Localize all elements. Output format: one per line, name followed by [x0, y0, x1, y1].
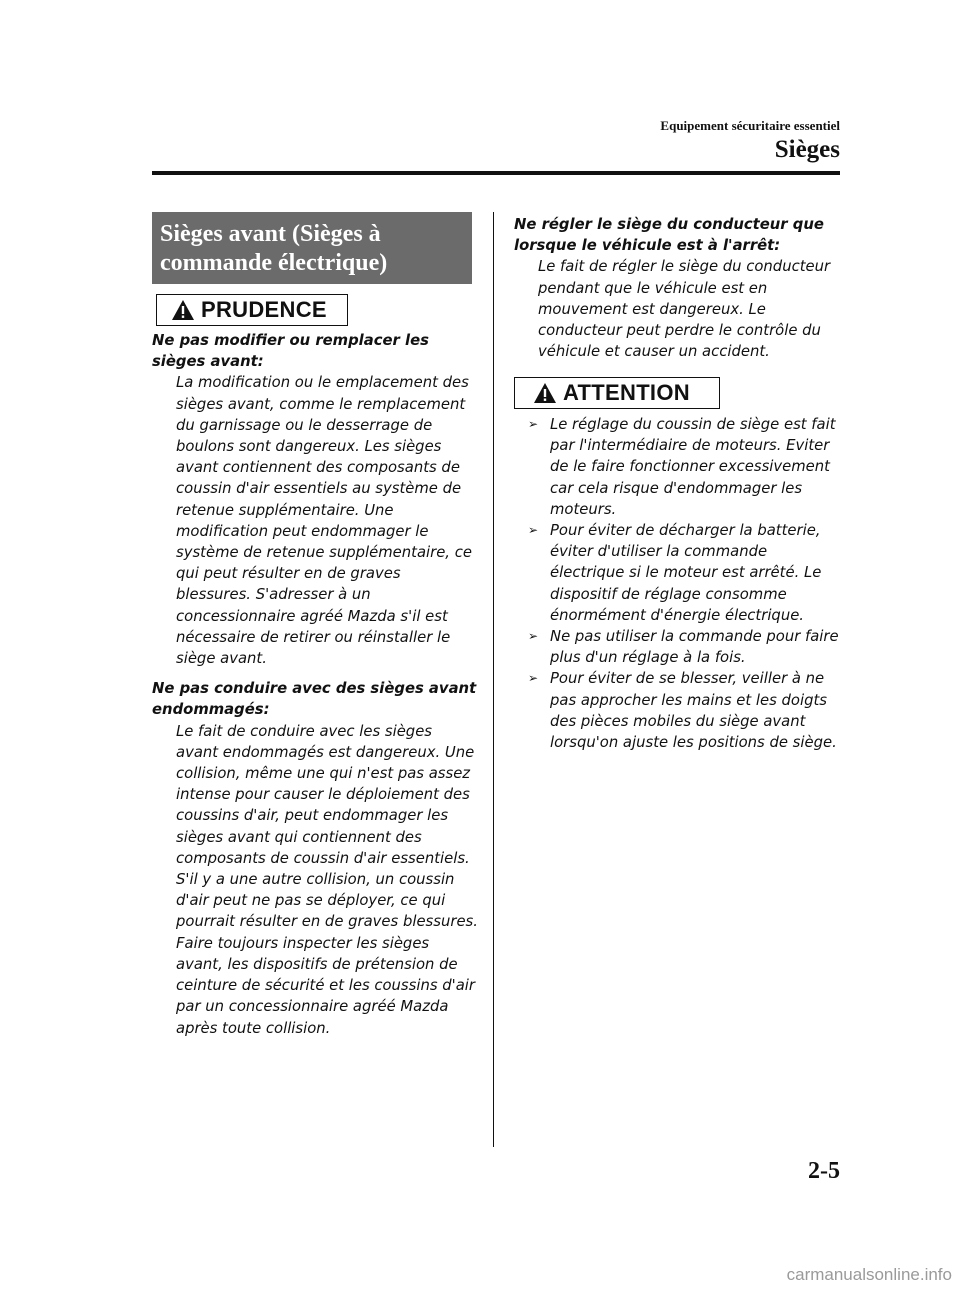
prudence-badge — [156, 294, 348, 326]
section-title-line1: Sièges avant (Sièges à — [160, 221, 381, 247]
list-item: ➢ Pour éviter de se blesser, veiller à ne pas approcher les mains et les doigts des pièces mobiles du siège avant lorsqu'on ajuste les positions de siège. — [528, 668, 844, 753]
attention-label: ATTENTION — [563, 380, 690, 405]
column-divider — [493, 212, 494, 1147]
prudence-label: PRUDENCE — [201, 297, 327, 322]
list-item: ➢ Le réglage du coussin de siège est fait par l'intermédiaire de moteurs. Eviter de le faire fonctionner excessivement car cela risque d'endommager les moteurs. — [528, 414, 844, 520]
page-number: 2-5 — [808, 1158, 840, 1184]
section-title-line2: commande électrique) — [160, 250, 388, 276]
caution-body: La modification ou le emplacement des sièges avant, comme le remplacement du garnissage ou le desserrage de boulons sont dangereux. Les sièges avant contiennent des composants de coussin d'air essentiels au système de retenue supplémentaire. Une modification peut endommager le système de retenue supplémentaire, ce qui peut résulter en de graves blessures. S'adresser à un concessionnaire agréé Mazda s'il est nécessaire de retirer ou réinstaller le siège avant. — [176, 374, 472, 668]
left-column — [152, 330, 478, 1048]
right-column — [514, 214, 842, 371]
running-header-subtitle: Equipement sécuritaire essentiel — [660, 118, 840, 133]
attention-badge — [514, 377, 720, 409]
list-item: ➢ Pour éviter de décharger la batterie, éviter d'utiliser la commande électrique si le moteur est arrêté. Le dispositif de réglage consomme énormément d'énergie électrique. — [528, 520, 844, 626]
caution-heading: Ne régler le siège du conducteur que lorsque le véhicule est à l'arrêt: — [514, 216, 824, 255]
warning-triangle-icon — [171, 299, 195, 321]
header-rule — [152, 171, 840, 175]
caution-heading: Ne pas conduire avec des sièges avant endommagés: — [152, 680, 477, 719]
caution-heading: Ne pas modifier ou remplacer les sièges avant: — [152, 332, 429, 371]
caution-body: Le fait de conduire avec les sièges avant endommagés est dangereux. Une collision, même une qui n'est pas assez intense pour causer le déploiement des coussins d'air, peut endommager les sièges avant qui contiennent des composants de coussin d'air essentiels. S'il y a une autre collision, un coussin d'air peut ne pas se déployer, ce qui pourrait résulter en de graves blessures. Faire toujours inspecter les sièges avant, les dispositifs de prétension de ceinture de sécurité et les coussins d'air par un concessionnaire agréé Mazda après toute collision. — [176, 722, 478, 1037]
watermark: carmanualsonline.info — [786, 1265, 952, 1284]
list-item: ➢ Ne pas utiliser la commande pour faire plus d'un réglage à la fois. — [528, 626, 844, 668]
attention-list — [528, 414, 844, 753]
running-header-title: Sièges — [774, 136, 840, 163]
caution-body: Le fait de régler le siège du conducteur pendant que le véhicule est en mouvement est dangereux. Le conducteur peut perdre le contrôle du véhicule et causer un accident. — [538, 258, 831, 361]
warning-triangle-icon — [533, 382, 557, 404]
section-title-box — [152, 212, 472, 284]
